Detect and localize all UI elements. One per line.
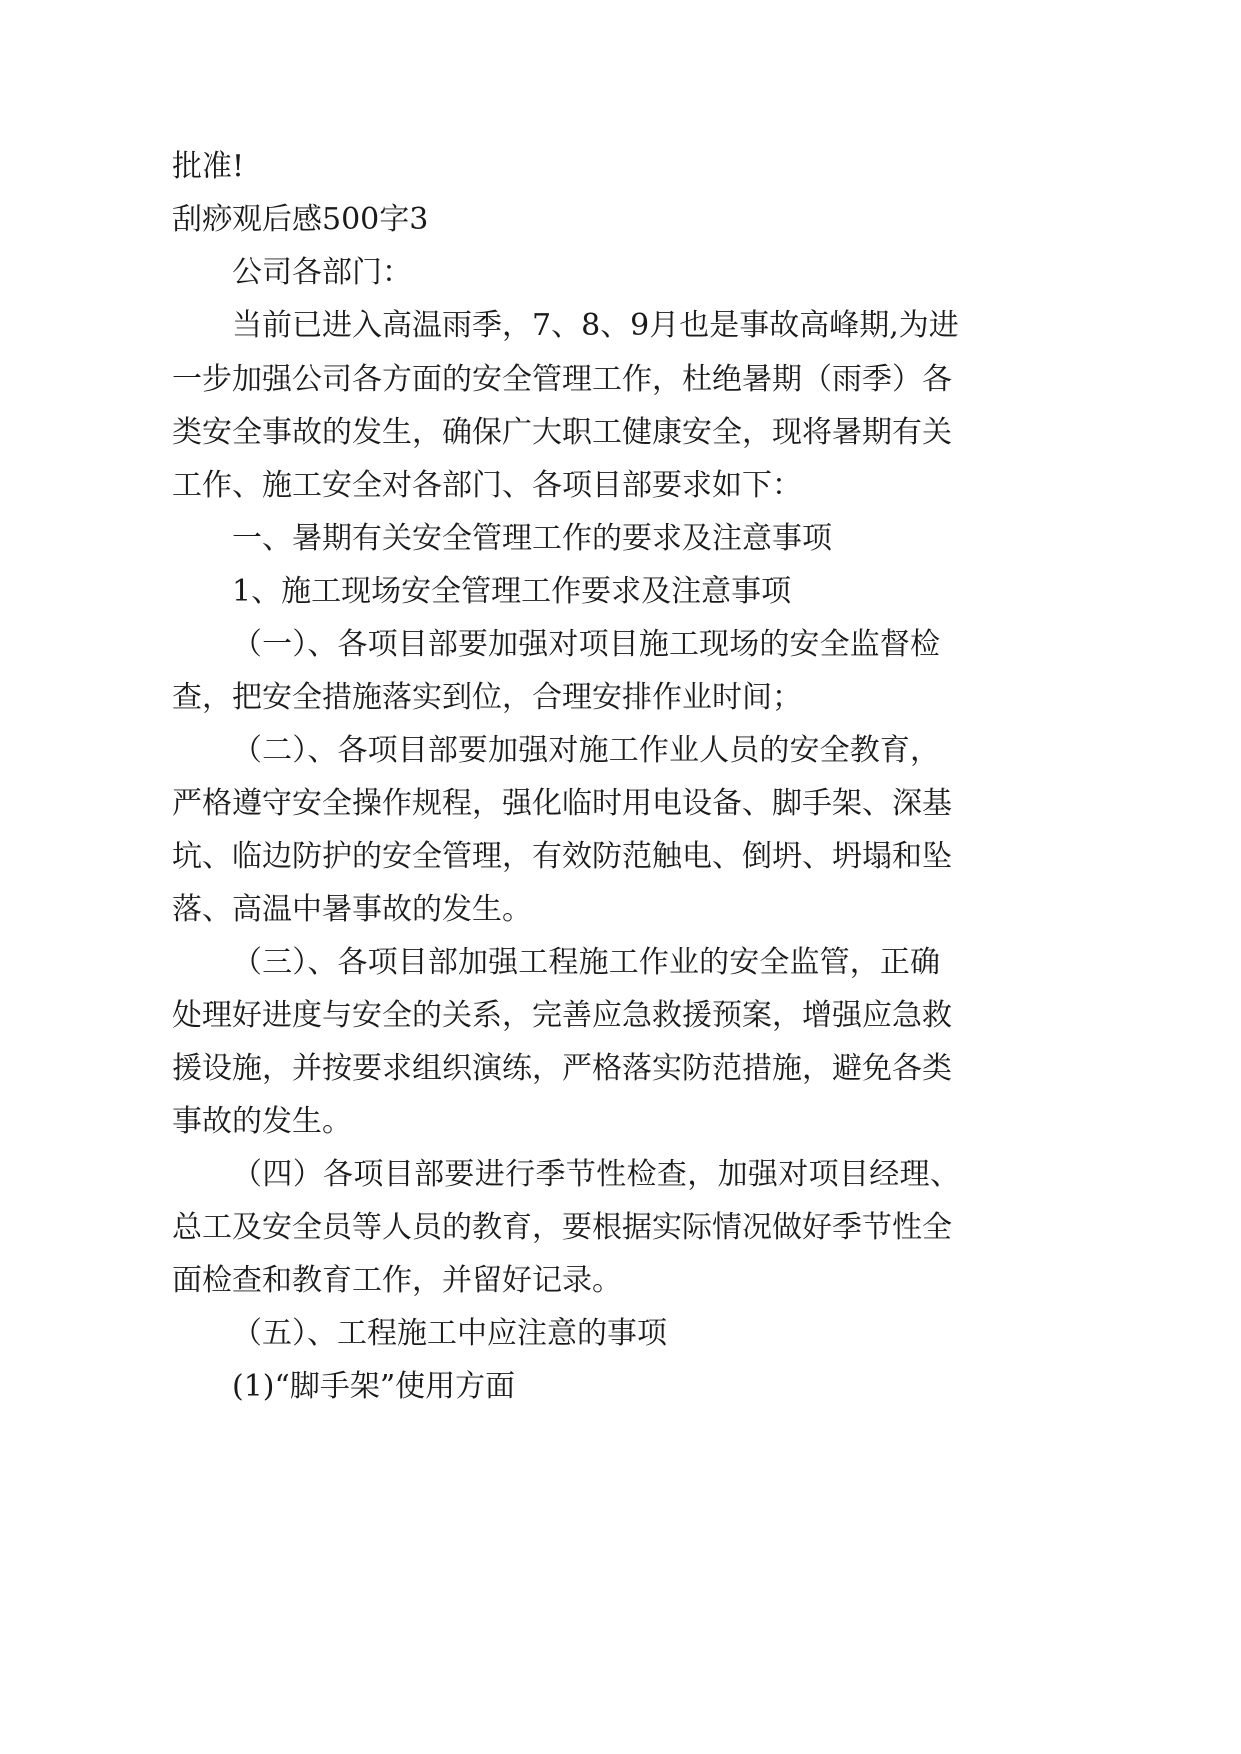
text-line: (1)“脚手架”使用方面 <box>232 1369 516 1404</box>
text-line: 处理好进度与安全的关系，完善应急救援预案，增强应急救 <box>172 998 952 1033</box>
text-line: 严格遵守安全操作规程，强化临时用电设备、脚手架、深基 <box>172 786 952 821</box>
text-line: 事故的发生。 <box>172 1104 352 1139</box>
text-line-approval: 批准! <box>172 149 245 184</box>
text-line: 工作、施工安全对各部门、各项目部要求如下： <box>172 468 802 503</box>
text-line: 落、高温中暑事故的发生。 <box>172 892 532 927</box>
text-line: （五）、工程施工中应注意的事项 <box>232 1316 667 1351</box>
text-line: 援设施，并按要求组织演练，严格落实防范措施，避免各类 <box>172 1051 952 1086</box>
text-line: 面检查和教育工作，并留好记录。 <box>172 1263 622 1298</box>
text-line-heading: 刮痧观后感500字3 <box>172 202 429 237</box>
text-line-salutation: 公司各部门： <box>232 255 412 290</box>
text-line: 坑、临边防护的安全管理，有效防范触电、倒坍、坍塌和坠 <box>172 839 952 874</box>
text-line: 查，把安全措施落实到位，合理安排作业时间； <box>172 680 802 715</box>
text-line: 一步加强公司各方面的安全管理工作，杜绝暑期（雨季）各 <box>172 362 952 397</box>
text-line: （四）各项目部要进行季节性检查，加强对项目经理、 <box>232 1157 960 1192</box>
text-line: （一）、各项目部要加强对项目施工现场的安全监督检 <box>232 627 940 662</box>
text-line: 类安全事故的发生，确保广大职工健康安全，现将暑期有关 <box>172 415 952 450</box>
text-line: （二）、各项目部要加强对施工作业人员的安全教育， <box>232 733 940 768</box>
text-line: 当前已进入高温雨季，7、8、9月也是事故高峰期,为进 <box>232 308 959 343</box>
subsection-heading: 1、施工现场安全管理工作要求及注意事项 <box>232 574 792 609</box>
text-line: （三）、各项目部加强工程施工作业的安全监管，正确 <box>232 945 940 980</box>
section-heading: 一、暑期有关安全管理工作的要求及注意事项 <box>232 521 832 556</box>
text-line: 总工及安全员等人员的教育，要根据实际情况做好季节性全 <box>172 1210 952 1245</box>
